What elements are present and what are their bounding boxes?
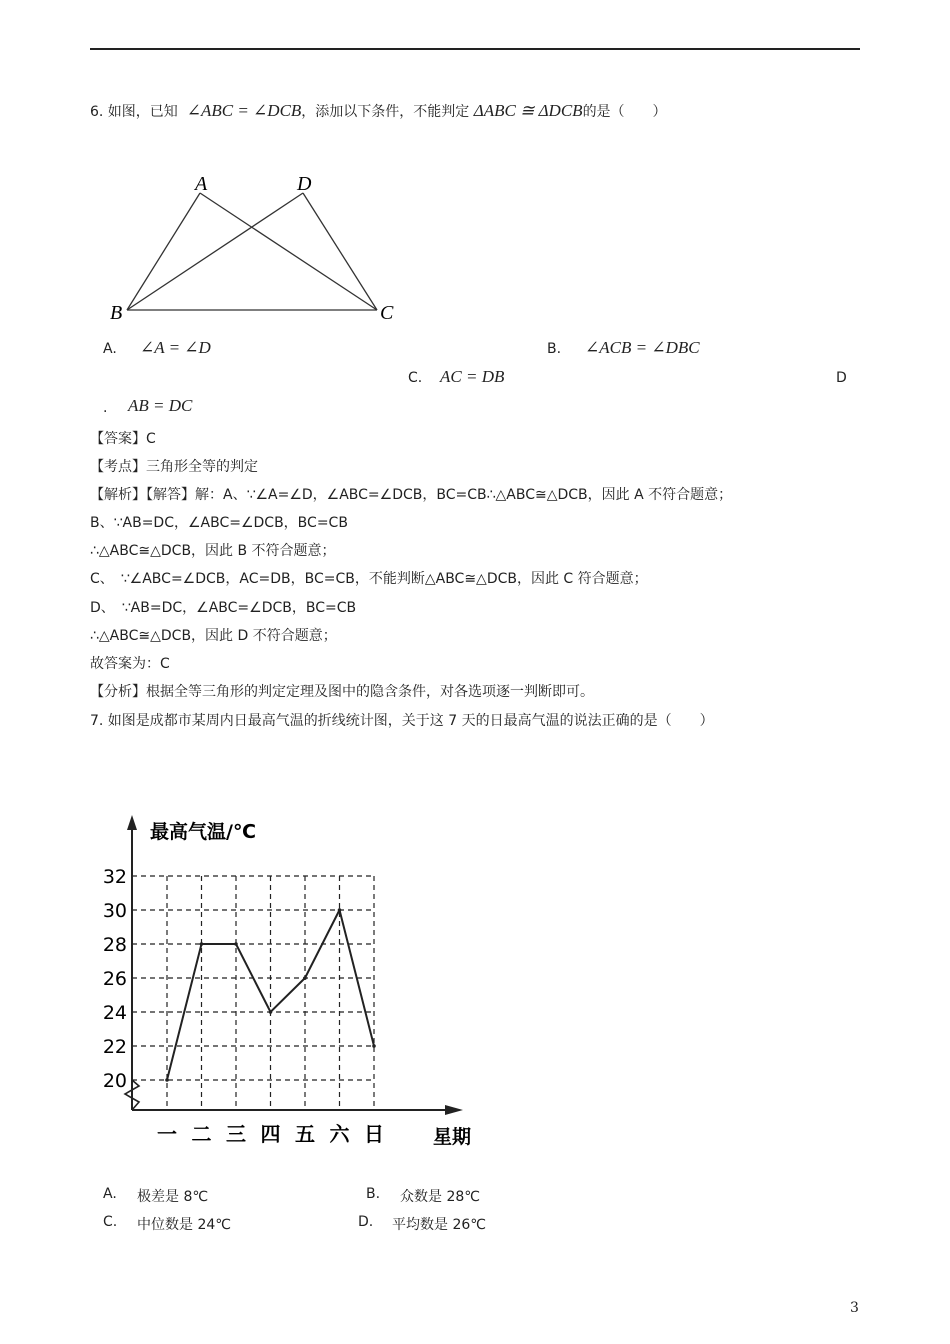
data-point-一 (165, 1078, 169, 1082)
q6-option-a: ∠A = ∠D (140, 338, 211, 357)
x-tick-label-3: 四 (260, 1122, 281, 1146)
q6-analysis-line: B、∵AB=DC，∠ABC=∠DCB，BC=CB (90, 515, 348, 531)
chart-xlabel: 星期 (433, 1126, 472, 1148)
y-tick-label-26: 26 (102, 968, 127, 990)
data-point-日 (372, 1044, 376, 1048)
q7-option-b: 众数是 28℃ (400, 1189, 480, 1205)
header-rule (90, 48, 860, 50)
q6-analysis-line: ∴△ABC≅△DCB，因此 B 不符合题意； (90, 543, 336, 559)
point-label-D: D (297, 173, 312, 195)
q7-option-d-label: D. (358, 1214, 374, 1230)
q6-analysis-line: 【解析】【解答】解：A、∵∠A=∠D，∠ABC=∠DCB，BC=CB∴△ABC≅△DCB，因此 A 不符合题意； (90, 487, 733, 503)
page-number: 3 (850, 1300, 859, 1316)
q6-analysis-line: 【分析】根据全等三角形的判定定理及图中的隐含条件，对各选项逐一判断即可。 (90, 684, 594, 700)
data-point-六 (338, 908, 342, 912)
chart-x-tick-labels (157, 1122, 384, 1146)
q7-option-c-label: C. (103, 1214, 118, 1230)
point-label-C: C (380, 302, 394, 324)
q6-analysis-line: C、 ∵∠ABC=∠DCB，AC=DB，BC=CB，不能判断△ABC≅△DCB，因此 C 符合题意； (90, 571, 648, 587)
q6-answer: 【答案】C (90, 431, 156, 447)
data-point-五 (303, 976, 307, 980)
point-label-A: A (195, 173, 208, 195)
q6-triangle-figure (100, 165, 410, 330)
q6-option-b: ∠ACB = ∠DBC (585, 338, 700, 357)
q6-option-c-label: C. (408, 370, 423, 386)
q6-point: 【考点】三角形全等的判定 (90, 459, 258, 475)
q6-option-d-label: D (836, 370, 847, 386)
q6-analysis-line: D、 ∵AB=DC，∠ABC=∠DCB，BC=CB (90, 600, 357, 616)
chart-y-tick-labels (103, 866, 127, 1092)
y-tick-label-22: 22 (102, 1036, 127, 1058)
q6-option-b-label: B. (547, 341, 562, 357)
q7-stem: 7. 如图是成都市某周内日最高气温的折线统计图，关于这 7 天的日最高气温的说法正确的是（ ） (90, 713, 714, 729)
q7-option-b-label: B. (366, 1186, 381, 1202)
x-tick-label-4: 五 (295, 1122, 315, 1146)
q7-option-a-label: A. (103, 1186, 117, 1202)
q6-option-d-dot: . (103, 400, 108, 416)
y-tick-label-30: 30 (102, 900, 127, 922)
segment-AC (200, 193, 377, 310)
point-label-B: B (110, 302, 123, 324)
q7-option-c: 中位数是 24℃ (137, 1217, 231, 1233)
x-axis-arrow (445, 1105, 463, 1115)
q6-option-c: AC = DB (440, 367, 505, 386)
x-tick-label-0: 一 (157, 1122, 177, 1146)
q6-analysis-line: 故答案为：C (90, 656, 170, 672)
q6-analysis-line: ∴△ABC≅△DCB，因此 D 不符合题意； (90, 628, 337, 644)
segment-DB (127, 193, 303, 310)
x-tick-label-2: 三 (226, 1122, 246, 1146)
q7-option-a: 极差是 8℃ (137, 1189, 209, 1205)
y-axis-arrow (127, 815, 137, 830)
segment-DC (303, 193, 377, 310)
x-tick-label-6: 日 (364, 1122, 384, 1146)
data-point-二 (200, 942, 204, 946)
chart-ylabel: 最高气温/℃ (150, 821, 256, 843)
data-point-三 (234, 942, 238, 946)
data-point-四 (269, 1010, 273, 1014)
q6-stem: 6. 如图，已知 ∠ABC = ∠DCB，添加以下条件，不能判定 ΔABC ≅ ΔDCB的是（ ） (90, 101, 667, 120)
x-tick-label-5: 六 (329, 1122, 350, 1146)
y-tick-label-28: 28 (102, 934, 127, 956)
y-tick-label-32: 32 (102, 866, 127, 888)
chart-axes (125, 815, 463, 1115)
y-tick-label-20: 20 (102, 1070, 127, 1092)
q6-option-a-label: A. (103, 341, 117, 357)
x-tick-label-1: 二 (191, 1122, 212, 1146)
y-tick-label-24: 24 (102, 1002, 127, 1024)
segment-AB (127, 193, 200, 310)
q6-option-d: AB = DC (128, 396, 193, 415)
q7-temperature-line-chart (95, 810, 495, 1155)
q7-option-d: 平均数是 26℃ (392, 1217, 486, 1233)
